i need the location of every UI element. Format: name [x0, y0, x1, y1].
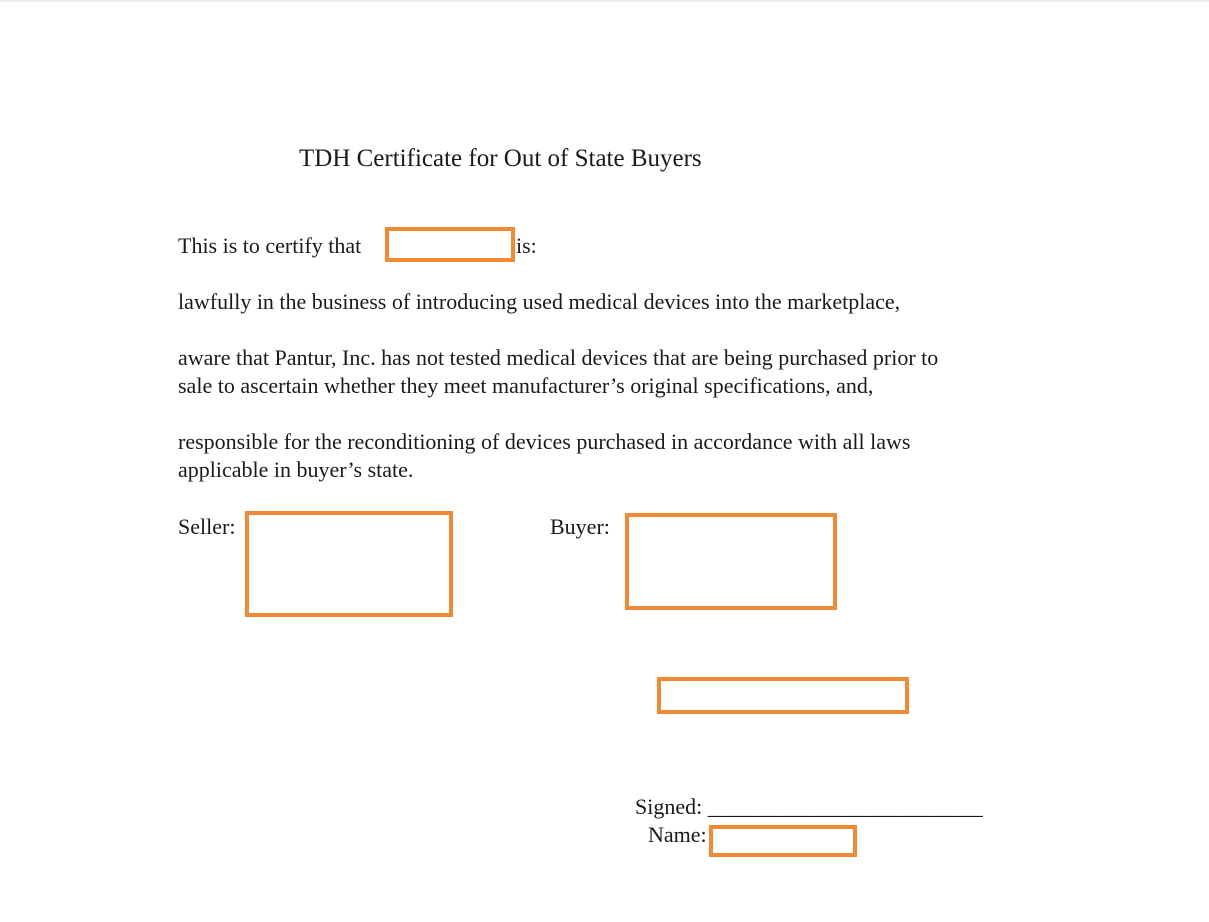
redacted-company-name: [385, 227, 515, 262]
certify-suffix: is:: [516, 233, 537, 258]
certify-prefix: This is to certify that: [178, 233, 362, 258]
signed-line: Signed: _________________________: [635, 794, 983, 819]
name-label: Name:: [648, 822, 707, 847]
document-title: TDH Certificate for Out of State Buyers: [299, 145, 702, 172]
redacted-buyer-info: [625, 513, 837, 610]
clause-not-tested-line1: aware that Pantur, Inc. has not tested medical devices that are being purchased prior to: [178, 345, 939, 370]
buyer-label: Buyer:: [550, 514, 610, 539]
clause-not-tested-line2: sale to ascertain whether they meet manufacturer’s original specifications, and,: [178, 373, 874, 398]
seller-label: Seller:: [178, 514, 236, 539]
clause-lawful-business: lawfully in the business of introducing used medical devices into the marketplace,: [178, 289, 901, 314]
clause-reconditioning-line2: applicable in buyer’s state.: [178, 457, 414, 482]
page-top-edge: [0, 0, 1209, 2]
clause-reconditioning-line1: responsible for the reconditioning of devices purchased in accordance with all laws: [178, 429, 911, 454]
redacted-date-field: [657, 677, 909, 714]
redacted-signer-name: [709, 825, 857, 857]
redacted-seller-info: [245, 511, 453, 617]
